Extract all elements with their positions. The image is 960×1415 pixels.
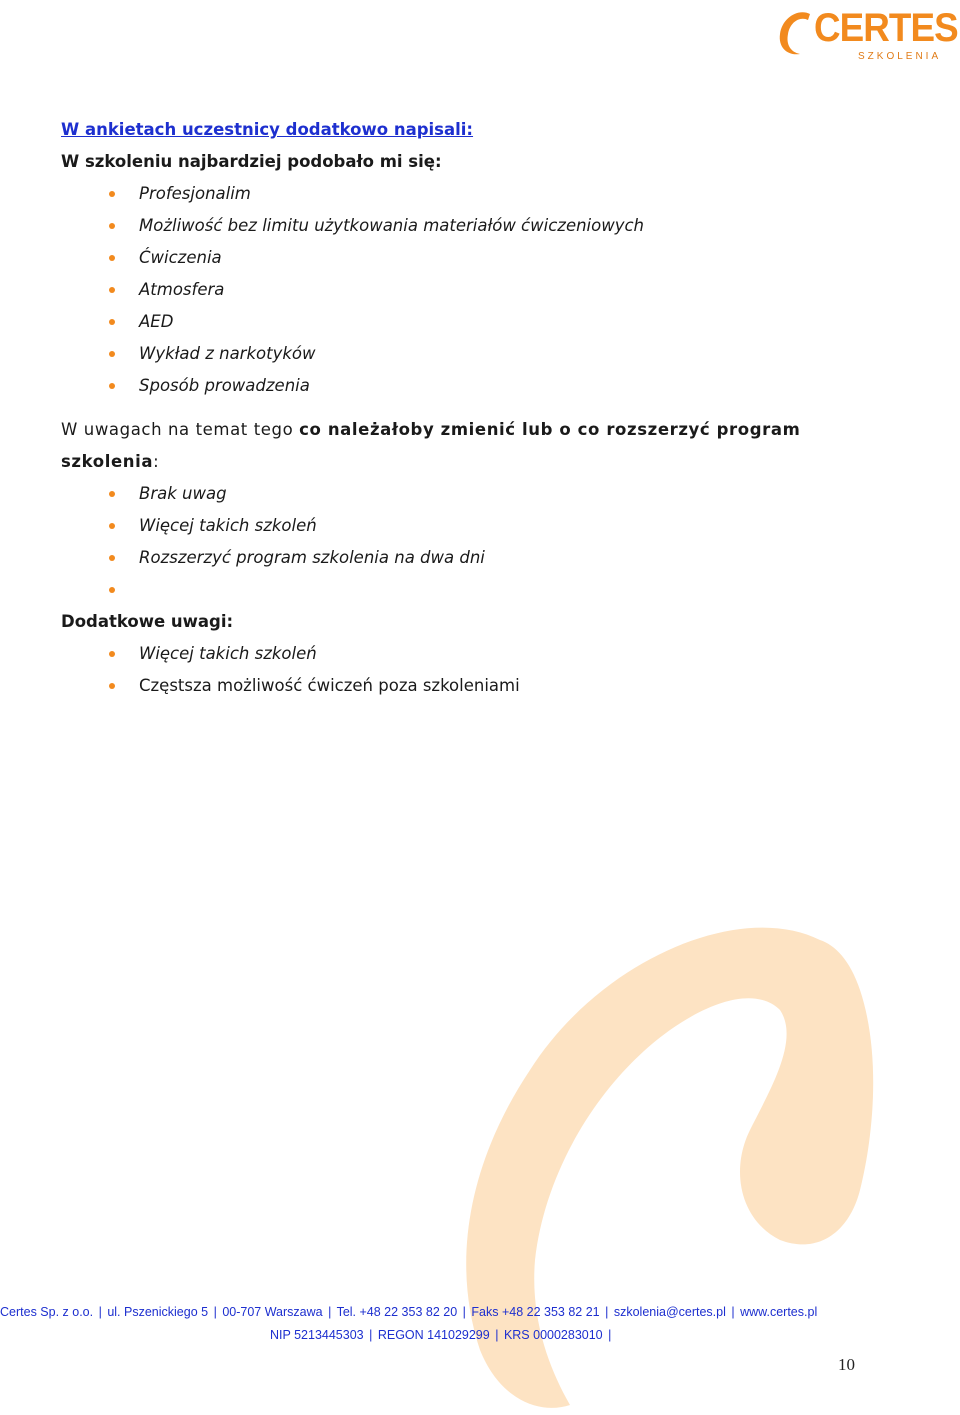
list-item: Brak uwag	[61, 478, 881, 510]
list-item: AED	[61, 306, 881, 338]
logo-c-icon	[776, 8, 816, 58]
document-body	[61, 114, 881, 702]
footer-regon: REGON 141029299	[377, 1328, 490, 1342]
bullet-icon	[109, 255, 115, 261]
footer-nip: NIP 5213445303	[270, 1328, 364, 1342]
section1-title: W szkoleniu najbardziej podobało mi się:	[61, 152, 442, 171]
bullet-icon	[109, 191, 115, 197]
bullet-icon	[109, 383, 115, 389]
footer-email-link[interactable]: szkolenia@certes.pl	[613, 1305, 726, 1319]
bullet-icon	[109, 683, 115, 689]
logo-subtitle: SZKOLENIA	[858, 51, 942, 62]
footer-address: ul. Pszenickiego 5	[107, 1305, 209, 1319]
bullet-icon	[109, 319, 115, 325]
bullet-icon	[109, 491, 115, 497]
bullet-icon	[109, 651, 115, 657]
footer-city: 00-707 Warszawa	[222, 1305, 323, 1319]
footer-company: Certes Sp. z o.o.	[0, 1305, 94, 1319]
footer-krs: KRS 0000283010	[503, 1328, 603, 1342]
bullet-icon	[109, 223, 115, 229]
list-item	[61, 574, 881, 606]
bullet-icon	[109, 587, 115, 593]
list-item: Możliwość bez limitu użytkowania materiałów ćwiczeniowych	[61, 210, 881, 242]
section2-list	[61, 478, 881, 606]
list-item: Profesjonalim	[61, 178, 881, 210]
list-item: Atmosfera	[61, 274, 881, 306]
list-item: Częstsza możliwość ćwiczeń poza szkoleniami	[61, 670, 881, 702]
list-item: Ćwiczenia	[61, 242, 881, 274]
footer-phone: Tel. +48 22 353 82 20	[336, 1305, 458, 1319]
bullet-icon	[109, 555, 115, 561]
certes-logo	[776, 6, 958, 64]
footer-fax: Faks +48 22 353 82 21	[471, 1305, 600, 1319]
page-number: 10	[838, 1355, 855, 1374]
section3-list	[61, 638, 881, 702]
survey-heading-link[interactable]: W ankietach uczestnicy dodatkowo napisali:	[61, 120, 474, 139]
footer-registry-line: NIP 5213445303 | REGON 141029299 | KRS 0000283010 |	[270, 1328, 612, 1342]
list-item: Więcej takich szkoleń	[61, 510, 881, 542]
list-item: Więcej takich szkoleń	[61, 638, 881, 670]
section3-title: Dodatkowe uwagi:	[61, 612, 234, 631]
list-item: Rozszerzyć program szkolenia na dwa dni	[61, 542, 881, 574]
list-item: Wykład z narkotyków	[61, 338, 881, 370]
footer-web-link[interactable]: www.certes.pl	[740, 1305, 818, 1319]
logo-brand: CERTES	[814, 6, 958, 50]
section2-title: W uwagach na temat tego co należałoby zmienić lub o co rozszerzyć program szkolenia:	[61, 420, 801, 471]
bullet-icon	[109, 523, 115, 529]
bullet-icon	[109, 351, 115, 357]
list-item: Sposób prowadzenia	[61, 370, 881, 402]
footer-contact-line: Certes Sp. z o.o. | ul. Pszenickiego 5 | 00-707 Warszawa | Tel. +48 22 353 82 20 | Faks +48 22 353 82 21 | szkolenia@certes.pl | www.certes.pl	[0, 1305, 818, 1319]
bullet-icon	[109, 287, 115, 293]
section1-list	[61, 178, 881, 402]
